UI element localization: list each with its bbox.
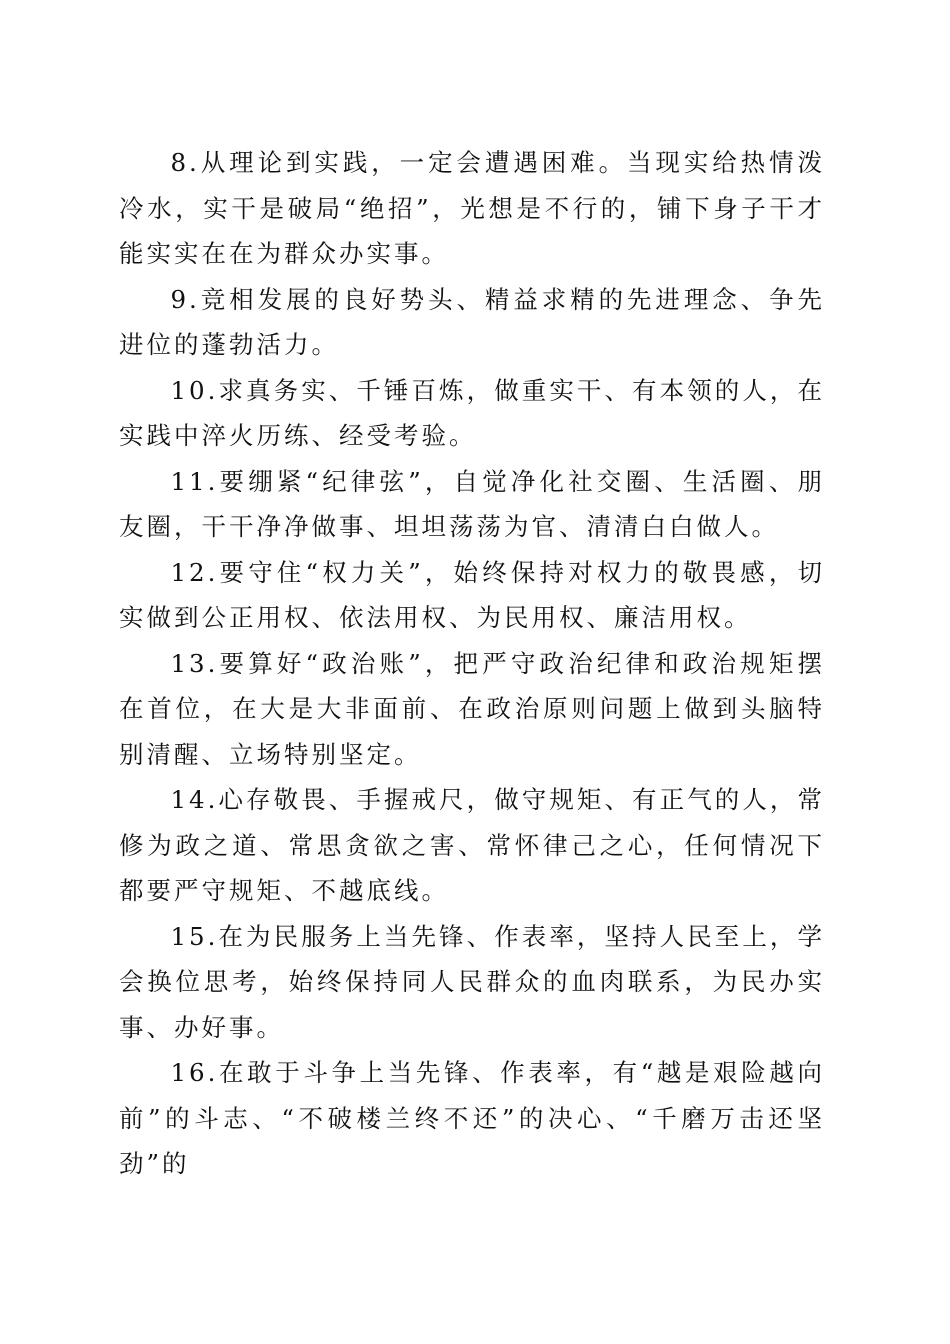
document-body bbox=[119, 140, 825, 1187]
paragraph-16: 16.在敢于斗争上当先锋、作表率，有“越是艰险越向前”的斗志、“不破楼兰终不还”的决心、“千磨万击还坚劲”的 bbox=[119, 1058, 825, 1178]
paragraph-12: 12.要守住“权力关”，始终保持对权力的敬畏感，切实做到公正用权、依法用权、为民用权、廉洁用权。 bbox=[119, 557, 825, 632]
paragraph-8: 8.从理论到实践，一定会遭遇困难。当现实给热情泼冷水，实干是破局“绝招”，光想是不行的，铺下身子干才能实实在在为群众办实事。 bbox=[119, 148, 825, 268]
paragraph-15: 15.在为民服务上当先锋、作表率，坚持人民至上，学会换位思考，始终保持同人民群众的血肉联系，为民办实事、办好事。 bbox=[119, 921, 825, 1042]
paragraph-14: 14.心存敬畏、手握戒尺，做守规矩、有正气的人，常修为政之道、常思贪欲之害、常怀律己之心，任何情况下都要严守规矩、不越底线。 bbox=[119, 785, 825, 905]
paragraph-13: 13.要算好“政治账”，把严守政治纪律和政治规矩摆在首位，在大是大非面前、在政治原则问题上做到头脑特别清醒、立场特别坚定。 bbox=[119, 648, 825, 769]
paragraph-11: 11.要绷紧“纪律弦”，自觉净化社交圈、生活圈、朋友圈，干干净净做事、坦坦荡荡为官、清清白白做人。 bbox=[119, 466, 825, 541]
paragraph-9: 9.竞相发展的良好势头、精益求精的先进理念、争先进位的蓬勃活力。 bbox=[119, 284, 825, 359]
paragraph-10: 10.求真务实、千锤百炼，做重实干、有本领的人，在实践中淬火历练、经受考验。 bbox=[119, 375, 825, 450]
